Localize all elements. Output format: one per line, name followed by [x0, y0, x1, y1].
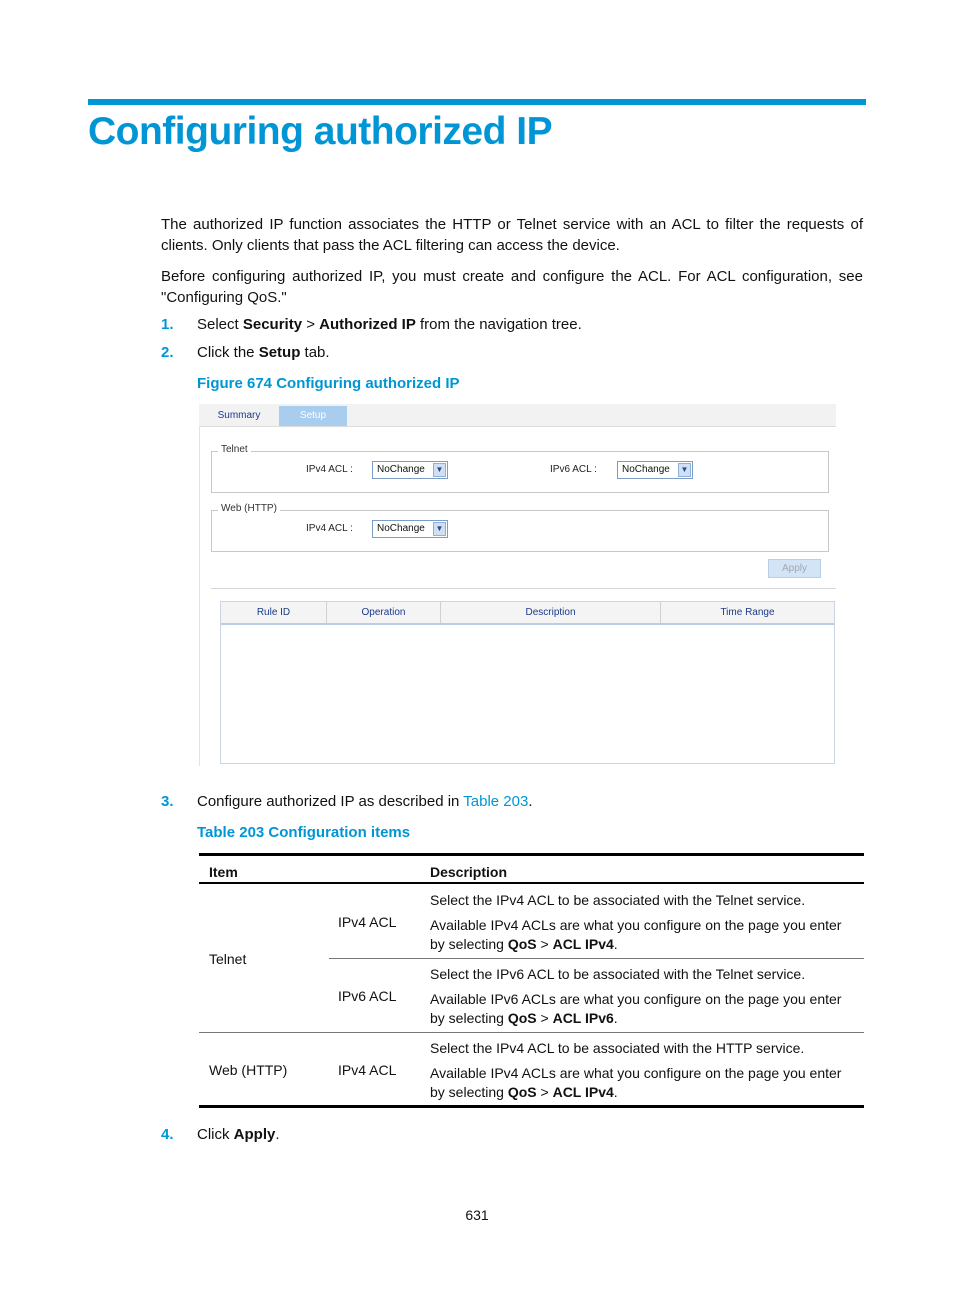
- telnet-ipv4-select[interactable]: NoChange ▼: [372, 461, 448, 479]
- web-fieldset: [211, 503, 829, 552]
- chevron-down-icon: ▼: [433, 522, 446, 536]
- chevron-down-icon: ▼: [433, 463, 446, 477]
- table-row-sub: IPv6 ACL: [338, 988, 397, 1004]
- telnet-fieldset: [211, 444, 829, 493]
- table-row-sub: IPv4 ACL: [338, 1062, 397, 1078]
- table-row-group-telnet: Telnet: [209, 951, 247, 967]
- title-rule: [88, 99, 866, 105]
- table-caption: Table 203 Configuration items: [197, 824, 411, 841]
- intro-paragraph: Before configuring authorized IP, you must create and configure the ACL. For ACL configuration, see "Configuring QoS.": [161, 268, 863, 306]
- table-203-link[interactable]: Table 203: [463, 793, 529, 810]
- setup-screenshot: [199, 404, 836, 766]
- tab-setup[interactable]: Setup: [279, 406, 347, 426]
- web-ipv4-label: IPv4 ACL :: [306, 523, 353, 534]
- chevron-down-icon: ▼: [678, 463, 691, 477]
- grid-col-operation[interactable]: Operation: [327, 602, 441, 623]
- grid-col-description[interactable]: Description: [441, 602, 661, 623]
- telnet-ipv6-label: IPv6 ACL :: [550, 464, 597, 475]
- page-number: 631: [465, 1207, 489, 1223]
- table-row-sub: IPv4 ACL: [338, 914, 397, 930]
- grid-col-rule-id[interactable]: Rule ID: [221, 602, 327, 623]
- table-row-group-web: Web (HTTP): [209, 1062, 288, 1078]
- telnet-legend: Telnet: [218, 444, 251, 455]
- table-row-desc: Select the IPv6 ACL to be associated with the Telnet service. Available IPv6 ACLs are what you configure on the page you enter by selecting QoS > ACL IPv6.: [430, 966, 842, 1026]
- table-row-desc: Select the IPv4 ACL to be associated with the Telnet service. Available IPv4 ACLs are what you configure on the page you enter by selecting QoS > ACL IPv4.: [430, 892, 842, 952]
- tab-bar: [199, 404, 836, 427]
- apply-button[interactable]: Apply: [768, 559, 821, 578]
- tab-summary[interactable]: Summary: [217, 410, 261, 421]
- page-title: Configuring authorized IP: [88, 110, 553, 153]
- figure-caption: Figure 674 Configuring authorized IP: [197, 375, 460, 392]
- table-row-desc: Select the IPv4 ACL to be associated with the HTTP service. Available IPv4 ACLs are what you configure on the page you enter by selecting QoS > ACL IPv4.: [430, 1040, 842, 1100]
- intro-paragraph: The authorized IP function associates the HTTP or Telnet service with an ACL to filter the requests of clients. Only clients that pass the ACL filtering can access the device.: [161, 216, 863, 254]
- telnet-ipv6-select[interactable]: NoChange ▼: [617, 461, 693, 479]
- config-items-table: [199, 853, 864, 1109]
- web-legend: Web (HTTP): [218, 503, 280, 514]
- table-header-item: Item: [209, 864, 238, 880]
- table-header-description: Description: [430, 864, 508, 880]
- web-ipv4-select[interactable]: NoChange ▼: [372, 520, 448, 538]
- grid-header: [221, 602, 834, 625]
- rule-grid: [220, 601, 835, 764]
- telnet-ipv4-label: IPv4 ACL :: [306, 464, 353, 475]
- grid-col-time-range[interactable]: Time Range: [720, 607, 775, 618]
